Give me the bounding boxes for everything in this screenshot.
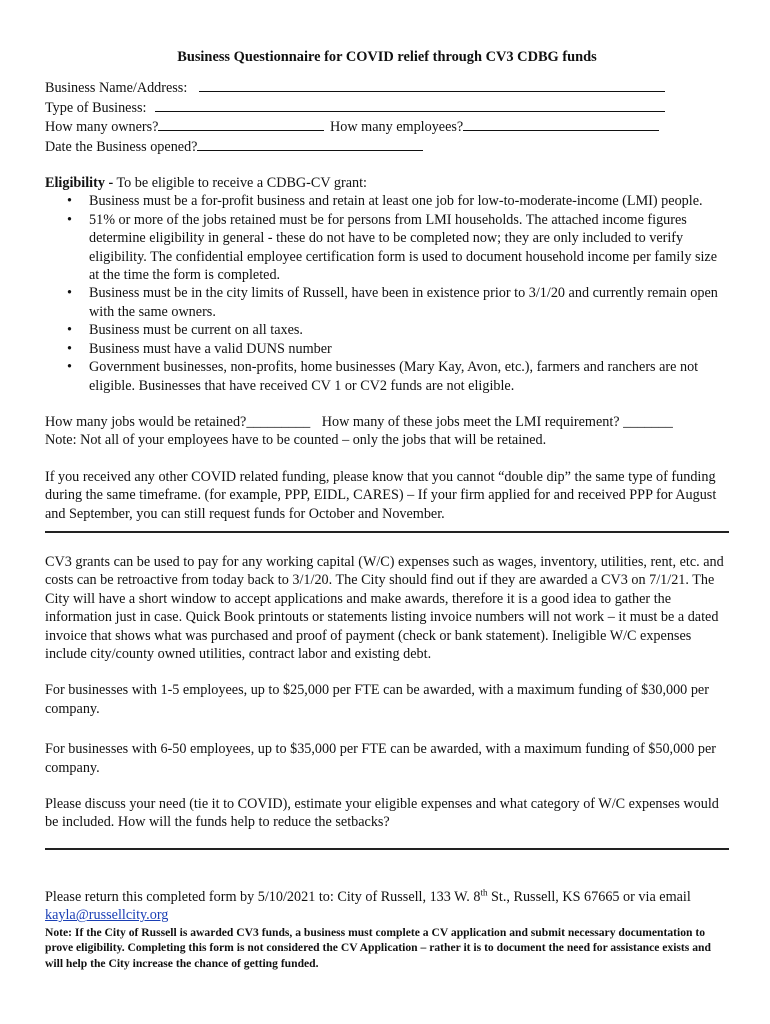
jobs-lmi-text: How many of these jobs meet the LMI requirement? _______ xyxy=(321,413,673,430)
business-name-blank[interactable] xyxy=(199,78,665,92)
type-of-business-row xyxy=(45,98,729,117)
owners-label: How many owners? xyxy=(45,119,159,136)
discuss-paragraph: Please discuss your need (tie it to COVID), estimate your eligible expenses and what category of W/C expenses would be included. How will the funds help to reduce the setbacks? xyxy=(45,796,719,831)
small-business-paragraph: For businesses with 1-5 employees, up to $25,000 per FTE can be awarded, with a maximum funding of $30,000 per company. xyxy=(45,682,709,717)
employees-label: How many employees? xyxy=(330,119,464,136)
type-of-business-label: Type of Business: xyxy=(45,99,147,116)
owners-blank[interactable] xyxy=(158,117,324,131)
list-item: • Business must be in the city limits of Russell, have been in existence prior to 3/1/20 and currently remain open with the same owners. xyxy=(89,284,729,321)
business-info-fields xyxy=(45,78,729,156)
list-item: • Business must have a valid DUNS number xyxy=(89,340,729,358)
eligibility-list xyxy=(45,192,729,394)
eligibility-intro xyxy=(45,174,729,192)
eligibility-section xyxy=(45,174,729,395)
employees-blank[interactable] xyxy=(463,117,659,131)
list-item: • 51% or more of the jobs retained must be for persons from LMI households. The attached income figures determine eligibility in general - these do not have to be completed now; they are only included to verify eligibility. The confidential employee certification form is used to document household income per family size at the time the form is completed. xyxy=(89,211,729,285)
date-opened-blank[interactable] xyxy=(197,137,423,151)
eligibility-intro-text: To be eligible to receive a CDBG-CV grant: xyxy=(113,175,367,192)
list-item: • Business must be current on all taxes. xyxy=(89,321,729,339)
list-item: • Government businesses, non-profits, home businesses (Mary Kay, Avon, etc.), farmers and ranchers are not eligible. Businesses that have received CV 1 or CV2 funds are not eligible. xyxy=(89,358,729,395)
double-dip-paragraph: If you received any other COVID related funding, please know that you cannot “double dip” the same type of funding during the same timeframe. (for example, PPP, EIDL, CARES) – If your firm applied for and received PPP for August and September, you can still request funds for October and November. xyxy=(45,468,717,522)
type-of-business-blank[interactable] xyxy=(155,98,665,112)
return-paragraph xyxy=(45,888,729,925)
business-name-label: Business Name/Address: xyxy=(45,80,188,97)
jobs-row xyxy=(45,413,729,431)
document-page xyxy=(45,48,729,971)
cv3-paragraph: CV3 grants can be used to pay for any working capital (W/C) expenses such as wages, inventory, utilities, rent, etc. and costs can be retroactive from today back to 3/1/20. The City should find out if they are awarded a CV3 on 7/1/21. The City will have a short window to accept applications and make awards, therefore it is a good idea to gather the information just in case. Quick Book printouts or statements listing invoice numbers will not work – it must be a dated invoice that shows what was purchased and proof of payment (check or bank statement). Ineligible W/C expenses include city/county owned utilities, contract labor and existing debt. xyxy=(45,553,724,662)
date-opened-label: Date the Business opened? xyxy=(45,138,198,155)
return-superscript: th xyxy=(480,887,488,898)
return-text-after: St., Russell, KS 67665 or via email xyxy=(487,888,691,905)
return-text: Please return this completed form by 5/10/2021 to: City of Russell, 133 W. 8 xyxy=(45,888,481,905)
date-opened-row xyxy=(45,137,729,156)
owners-employees-row xyxy=(45,117,729,136)
final-note: Note: If the City of Russell is awarded CV3 funds, a business must complete a CV application and submit necessary documentation to prove eligibility. Completing this form is not considered the CV Application – rather it is to document the need for assistance exists and will help the City increase the chance of getting funded. xyxy=(45,925,711,970)
email-link[interactable]: kayla@russellcity.org xyxy=(45,907,169,924)
business-name-row xyxy=(45,78,729,97)
jobs-note: Note: Not all of your employees have to be counted – only the jobs that will be retained. xyxy=(45,432,547,449)
jobs-section xyxy=(45,413,729,450)
large-business-paragraph: For businesses with 6-50 employees, up to $35,000 per FTE can be awarded, with a maximum funding of $50,000 per company. xyxy=(45,741,717,776)
list-item: • Business must be a for-profit business and retain at least one job for low-to-moderate-income (LMI) people. xyxy=(89,192,729,210)
page-title: Business Questionnaire for COVID relief through CV3 CDBG funds xyxy=(177,49,597,65)
eligibility-heading: Eligibility - xyxy=(45,175,114,192)
jobs-retained-text: How many jobs would be retained?_________ xyxy=(45,413,311,430)
